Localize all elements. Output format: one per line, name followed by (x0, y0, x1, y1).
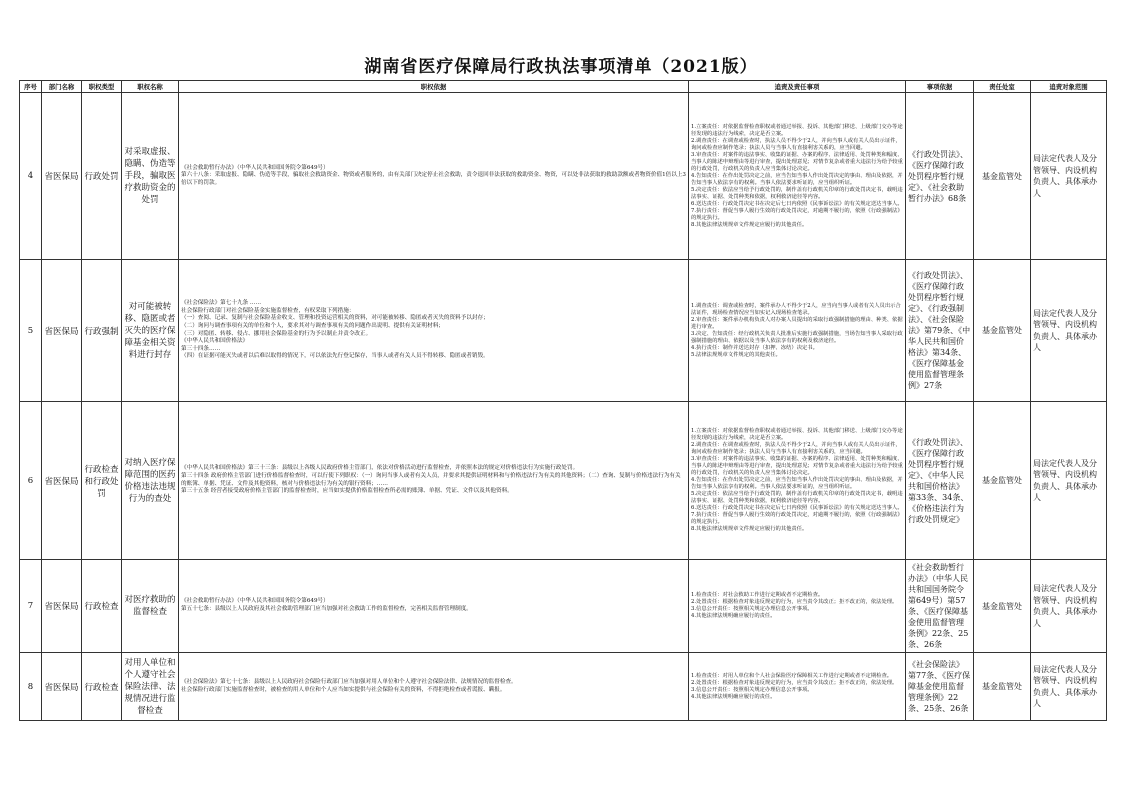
table-row (20, 402, 1107, 560)
authority-basis: 《社会保险法》第七十九条 …… 社会保险行政部门对社会保险基金实施监督检查，有权采取下列措施： （一）查阅、记录、复制与社会保险基金收支、管理和投资运营相关的资料，对可能被转移、隐匿或者灭失的资料予以封存； （二）询问与调查事项有关的单位和个人，要求其对与调查事项有关的问题作出说明、提供有关证明材料； （三）对隐匿、转移、侵占、挪用社会保险基金的行为予以制止并责令改正。 《中华人民共和国价格法》 第三十四条…… （四）在证据可能灭失或者以后难以取得的情况下，可以依法先行登记保存，当事人或者有关人员不得转移、隐匿或者销毁。 (179, 260, 689, 402)
row-number: 7 (20, 560, 42, 653)
accountability-scope: 局法定代表人及分管领导、内设机构负责人、具体承办人 (1031, 93, 1107, 260)
row-number: 8 (20, 653, 42, 721)
authority-name: 对采取虚报、隐瞒、伪造等手段，骗取医疗救助资金的处罚 (122, 93, 179, 260)
authority-type: 行政检查和行政处罚 (82, 402, 122, 560)
item-basis: 《行政处罚法》、《医疗保障行政处罚程序暂行规定》、《行政强制法》、《社会保险法》第79条、《中华人民共和国价格法》第34条、《医疗保障基金使用监督管理条例》27条 (906, 260, 974, 402)
authority-name: 对纳入医疗保障范围的医药价格违法违规行为的查处 (122, 402, 179, 560)
responsible-division: 基金监管处 (974, 560, 1031, 653)
authority-basis: 《社会救助暂行办法》（中华人民共和国国务院令第649号） 第五十七条：县级以上人民政府及其社会救助管理部门应当加强对社会救助工作的监督检查，完善相关监督管理制度。 (179, 560, 689, 653)
responsibility-items: 1.调查责任：调查或检查时，案件承办人不得少于2人，应当向当事人或者有关人员出示合法证件，现场检查情况应当如实记入现场检查笔录。 2.审查责任：案件承办机构负责人对办案人员提出的采取行政强制措施的理由、种类、依据进行审查。 3.决定、告知责任：经行政机关负责人批准后实施行政强制措施，当场告知当事人采取行政强制措施的理由、依据以及当事人依法享有的权利及救济途径。 4.执行责任：制作并送达封存（扣押、冻结）决定书。 5.法律法规规章文件规定的其他责任。 (689, 260, 906, 402)
authority-basis: 《中华人民共和国价格法》第三十三条：县级以上各级人民政府价格主管部门，依法对价格活动进行监督检查，并依照本法的规定对价格违法行为实施行政处罚。 第三十四条 政府价格主管部门进行价格监督检查时，可以行使下列职权：（一）询问当事人或者有关人员，并要求其提供证明材料和与价格违法行为有关的其他资料；（二）查询、复制与价格违法行为有关的账簿、单据、凭证、文件及其他资料，核对与价格违法行为有关的银行资料；…… 第三十五条 经营者接受政府价格主管部门的监督检查时，应当如实提供价格监督检查所必需的账簿、单据、凭证、文件以及其他资料。 (179, 402, 689, 560)
department-name: 省医保局 (42, 402, 82, 560)
responsible-division: 基金监管处 (974, 93, 1031, 260)
responsible-division: 基金监管处 (974, 402, 1031, 560)
authority-type: 行政处罚 (82, 93, 122, 260)
header-cell: 部门名称 (42, 81, 82, 93)
table-row (20, 653, 1107, 721)
table-row (20, 93, 1107, 260)
table-header-row (20, 81, 1107, 93)
item-basis: 《行政处罚法》、《医疗保障行政处罚程序暂行规定》、《社会救助暂行办法》68条 (906, 93, 974, 260)
header-cell: 追责对象范围 (1031, 81, 1107, 93)
header-cell: 追责及责任事项 (689, 81, 906, 93)
department-name: 省医保局 (42, 560, 82, 653)
responsible-division: 基金监管处 (974, 653, 1031, 721)
responsibility-items: 1.立案责任：对依据监督检查职权或者通过举报、投诉、其他部门移送、上级部门交办等途径发现的违法行为线索，决定是否立案。 2.调查责任：在调查或检查时，执法人员不得少于2人，并向当事人或有关人员出示证件，询问或检查应制作笔录；执法人员与当事人有直接利害关系的，应当回避。 3.审查责任：对案件的违法事实、收集的证据、办案的程序、法律适用、处罚种类和幅度、当事人的陈述申辩理由等进行审查，提出处理意见；对情节复杂或者重大违法行为给予较重的行政处罚，行政机关的负责人应当集体讨论决定。 4.告知责任：在作出处罚决定之前，应当告知当事人作出处罚决定的事由、理由及依据，并告知当事人依法享有的权利。当事人依法要求听证的，应当组织听证。 5.决定责任：依法应当给予行政处罚的，制作盖有行政机关印章的行政处罚决定书，载明违法事实、证据、处罚种类和依据，权利救济途径等内容。 6.送达责任：行政处罚决定书在决定后七日内依照《民事诉讼法》的有关规定送达当事人。 7.执行责任：督促当事人履行生效的行政处罚决定，对逾期不履行的，依照《行政强制法》的规定执行。 8.其他法律法规规章文件规定应履行的其他责任。 (689, 93, 906, 260)
item-basis: 《行政处罚法》、《医疗保障行政处罚程序暂行规定》、《中华人民共和国价格法》第33条、34条、《价格违法行为行政处罚规定》 (906, 402, 974, 560)
responsible-division: 基金监管处 (974, 260, 1031, 402)
authority-basis: 《社会保险法》第七十七条：县级以上人民政府社会保险行政部门应当加强对用人单位和个人遵守社会保险法律、法规情况的监督检查。 社会保险行政部门实施监督检查时，被检查的用人单位和个人应当如实提供与社会保险有关的资料，不得拒绝检查或者谎报、瞒报。 (179, 653, 689, 721)
authority-basis: 《社会救助暂行办法》（中华人民共和国国务院令第649号） 第六十八条：采取虚报、隐瞒、伪造等手段，骗取社会救助资金、物资或者服务的，由有关部门决定停止社会救助，责令退回非法获取的救助资金、物资，可以处非法获取的救助款额或者物资价值1倍以上3倍以下的罚款。 (179, 93, 689, 260)
accountability-scope: 局法定代表人及分管领导、内设机构负责人、具体承办人 (1031, 260, 1107, 402)
header-cell: 职权依据 (179, 81, 689, 93)
header-cell: 责任处室 (974, 81, 1031, 93)
row-number: 5 (20, 260, 42, 402)
enforcement-items-table (19, 80, 1107, 721)
row-number: 4 (20, 93, 42, 260)
table-row (20, 560, 1107, 653)
row-number: 6 (20, 402, 42, 560)
responsibility-items: 1.检查责任：对社会救助工作进行定期或者不定期检查。 2.处置责任：根据检查对象违反规定的行为，应当责令其改正；拒不改正的，依法处理。 3.信息公开责任：按照相关规定办理信息公开事项。 4.其他法律法规明确应履行的责任。 (689, 560, 906, 653)
authority-name: 对医疗救助的监督检查 (122, 560, 179, 653)
department-name: 省医保局 (42, 260, 82, 402)
authority-type: 行政检查 (82, 560, 122, 653)
responsibility-items: 1.检查责任：对用人单位和个人社会保险医疗保障相关工作进行定期或者不定期检查。 2.处置责任：根据检查对象违反规定的行为，应当责令其改正；拒不改正的，依法处理。 3.信息公开责任：按照相关规定办理信息公开事项。 4.其他法律法规明确应履行的责任。 (689, 653, 906, 721)
authority-type: 行政检查 (82, 653, 122, 721)
authority-name: 对用人单位和个人遵守社会保险法律、法规情况进行监督检查 (122, 653, 179, 721)
document-title: 湖南省医疗保障局行政执法事项清单（2021版） (364, 57, 758, 77)
accountability-scope: 局法定代表人及分管领导、内设机构负责人、具体承办人 (1031, 653, 1107, 721)
accountability-scope: 局法定代表人及分管领导、内设机构负责人、具体承办人 (1031, 560, 1107, 653)
header-cell: 事项依据 (906, 81, 974, 93)
accountability-scope: 局法定代表人及分管领导、内设机构负责人、具体承办人 (1031, 402, 1107, 560)
header-cell: 职权类型 (82, 81, 122, 93)
department-name: 省医保局 (42, 93, 82, 260)
authority-name: 对可能被转移、隐匿或者灭失的医疗保障基金相关资料进行封存 (122, 260, 179, 402)
table-row (20, 260, 1107, 402)
item-basis: 《社会救助暂行办法》（中华人民共和国国务院令第649号）第57条、《医疗保障基金使用监督管理条例》22条、25条、26条 (906, 560, 974, 653)
item-basis: 《社会保险法》第77条、《医疗保障基金使用监督管理条例》22条、25条、26条 (906, 653, 974, 721)
authority-type: 行政强制 (82, 260, 122, 402)
header-cell: 序号 (20, 81, 42, 93)
responsibility-items: 1.立案责任：对依据监督检查职权或者通过举报、投诉、其他部门移送、上级部门交办等途径发现的违法行为线索，决定是否立案。 2.调查责任：在调查或检查时，执法人员不得少于2人，并向当事人或有关人员出示证件，询问或检查应制作笔录；执法人员与当事人有直接利害关系的，应当回避。 3.审查责任：对案件的违法事实、收集的证据、办案的程序、法律适用、处罚种类和幅度、当事人的陈述申辩理由等进行审查，提出处理意见；对情节复杂或者重大违法行为给予较重的行政处罚，行政机关的负责人应当集体讨论决定。 4.告知责任：在作出处罚决定之前，应当告知当事人作出处罚决定的事由、理由及依据，并告知当事人依法享有的权利。当事人依法要求听证的，应当组织听证。 5.决定责任：依法应当给予行政处罚的，制作盖有行政机关印章的行政处罚决定书，载明违法事实、证据、处罚种类和依据，权利救济途径等内容。 6.送达责任：行政处罚决定书在决定后七日内依照《民事诉讼法》的有关规定送达当事人。 7.执行责任：督促当事人履行生效的行政处罚决定，对逾期不履行的，依照《行政强制法》的规定执行。 8.其他法律法规规章文件规定应履行的其他责任。 (689, 402, 906, 560)
header-cell: 职权名称 (122, 81, 179, 93)
department-name: 省医保局 (42, 653, 82, 721)
